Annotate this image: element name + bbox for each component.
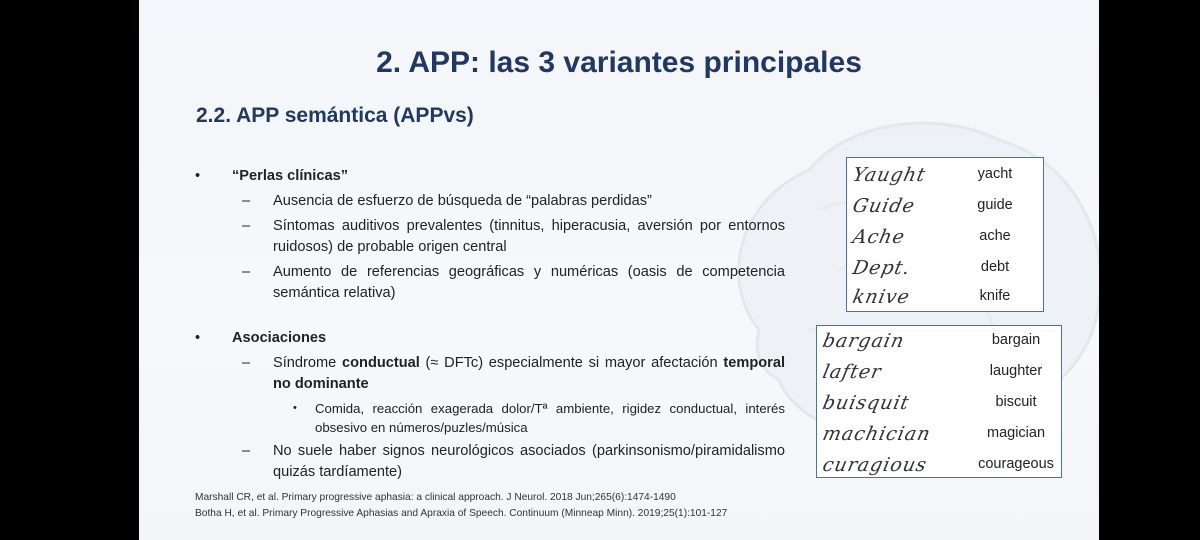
list-item: – Aumento de referencias geográficas y numéricas (oasis de competencia semántica relativa) (195, 262, 785, 304)
handwritten-word: lafter (820, 361, 884, 383)
handwritten-word: machician (820, 423, 933, 445)
list-item: – Síntomas auditivos prevalentes (tinnitus, hiperacusia, aversión por entornos ruidosos) de probable origen central (195, 216, 785, 258)
typed-word: guide (977, 197, 1013, 213)
typed-word: knife (979, 288, 1011, 304)
slide-content (195, 166, 785, 483)
typed-word: biscuit (995, 394, 1037, 410)
handwritten-word: Dept. (850, 257, 913, 279)
reference-item: Botha H, et al. Primary Progressive Aphasias and Apraxia of Speech. Continuum (Minneap Minn). 2019;25(1):101-127 (195, 508, 728, 519)
list-item: – Síndrome conductual (≈ DFTc) especialmente si mayor afectación temporal no dominante (195, 353, 785, 395)
handwritten-word: Ache (850, 226, 908, 248)
sub-list-item: • Comida, reacción exagerada dolor/Tª ambiente, rigidez conductual, interés obsesivo en números/puzles/música (195, 399, 785, 437)
typed-word: courageous (978, 456, 1054, 472)
list-item: – Ausencia de esfuerzo de búsqueda de “palabras perdidas” (195, 191, 785, 212)
handwritten-word: buisquit (820, 392, 912, 414)
typed-word: ache (979, 228, 1011, 244)
typed-word: magician (986, 425, 1046, 441)
handwritten-word: curagious (820, 454, 930, 476)
section-heading-perlas: • “Perlas clínicas” (195, 166, 785, 187)
reference-item: Marshall CR, et al. Primary progressive aphasia: a clinical approach. J Neurol. 2018 Jun;265(6):1474-1490 (195, 492, 676, 503)
handwritten-word: Yaught (850, 164, 929, 186)
typed-word: bargain (991, 332, 1041, 348)
typed-word: laughter (989, 363, 1043, 379)
slide (139, 0, 1099, 540)
list-item: – No suele haber signos neurológicos asociados (parkinsonismo/piramidalismo quizás tardíamente) (195, 441, 785, 483)
section-heading-asociaciones: • Asociaciones (195, 328, 785, 349)
references (195, 490, 727, 522)
typed-word: debt (980, 259, 1010, 275)
handwritten-word: Guide (850, 195, 918, 217)
handwritten-word: bargain (820, 330, 907, 352)
page-title: 2. APP: las 3 variantes principales (376, 46, 862, 79)
spelling-box-1 (846, 157, 1044, 312)
spelling-box-2 (816, 325, 1062, 478)
page-subtitle: 2.2. APP semántica (APPvs) (196, 104, 474, 127)
handwritten-word: knive (850, 286, 913, 308)
typed-word: yacht (977, 166, 1013, 182)
